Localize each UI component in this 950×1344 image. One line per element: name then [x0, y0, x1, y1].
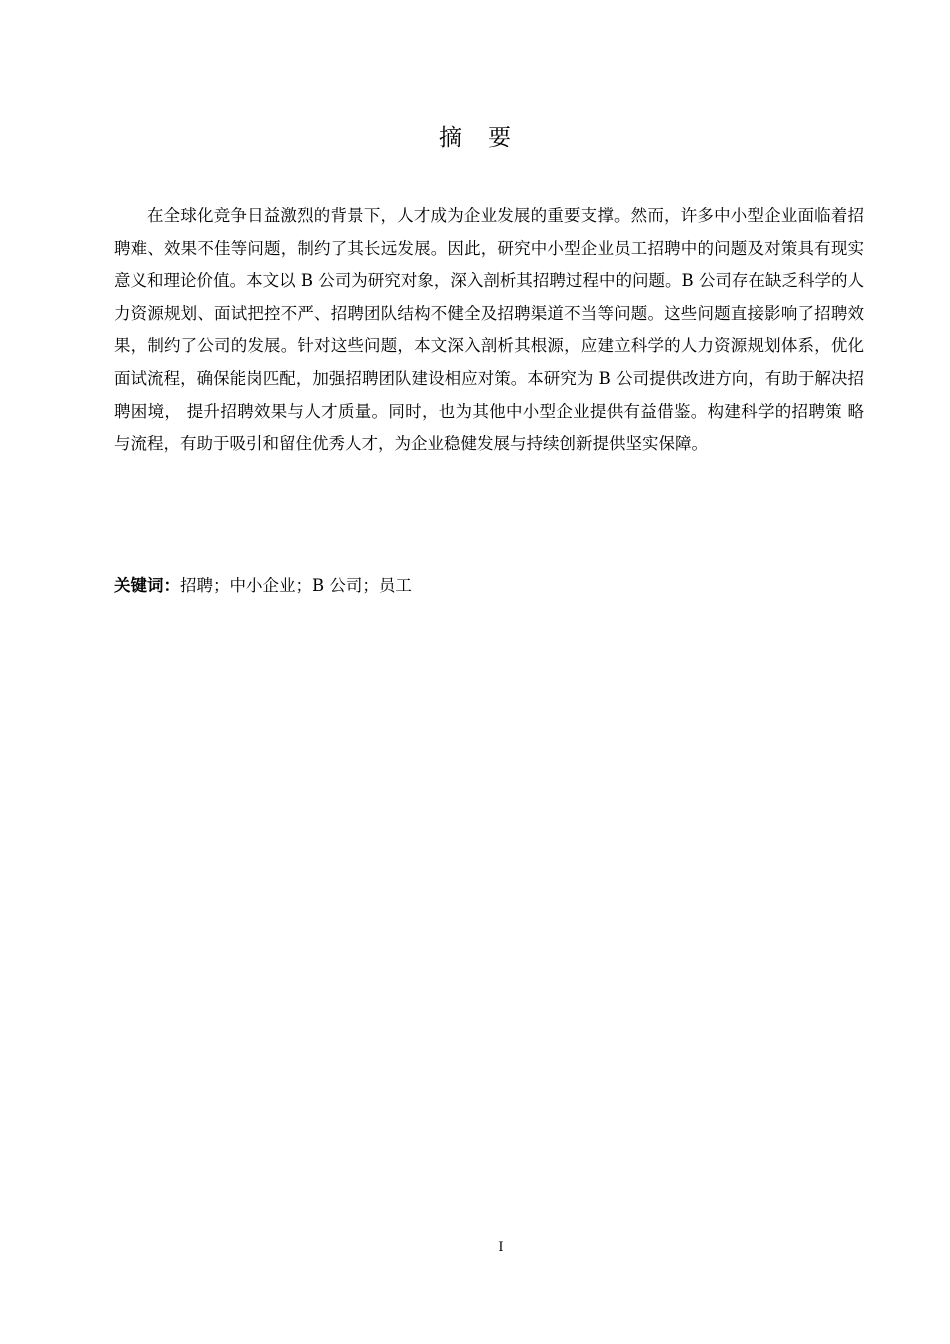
title-char-2: 要 [488, 125, 511, 151]
page-title [0, 120, 950, 156]
keywords-line [114, 570, 864, 602]
keywords-label: 关键词： [114, 576, 180, 595]
title-char-1: 摘 [439, 125, 462, 151]
abstract-paragraph: 在全球化竞争日益激烈的背景下，人才成为企业发展的重要支撑。然而，许多中小型企业面临着招聘难、效果不佳等问题，制约了其长远发展。因此，研究中小型企业员工招聘中的问题及对策具有现实意义和理论价值。本文以 B 公司为研究对象，深入剖析其招聘过程中的问题。B 公司存在缺乏科学的人力资源规划、面试把控不严、招聘团队结构不健全及招聘渠道不当等问题。这些问题直接影响了招聘效果，制约了公司的发展。针对这些问题，本文深入剖析其根源，应建立科学的人力资源规划体系，优化面试流程，确保能岗匹配，加强招聘团队建设相应对策。本研究为 B 公司提供改进方向，有助于解决招聘困境， 提升招聘效果与人才质量。同时，也为其他中小型企业提供有益借鉴。构建科学的招聘策 略与流程，有助于吸引和留住优秀人才，为企业稳健发展与持续创新提供坚实保障。 [114, 206, 864, 454]
page-number: I [498, 1240, 504, 1255]
keywords-value: 招聘；中小企业；B 公司；员工 [180, 576, 412, 595]
